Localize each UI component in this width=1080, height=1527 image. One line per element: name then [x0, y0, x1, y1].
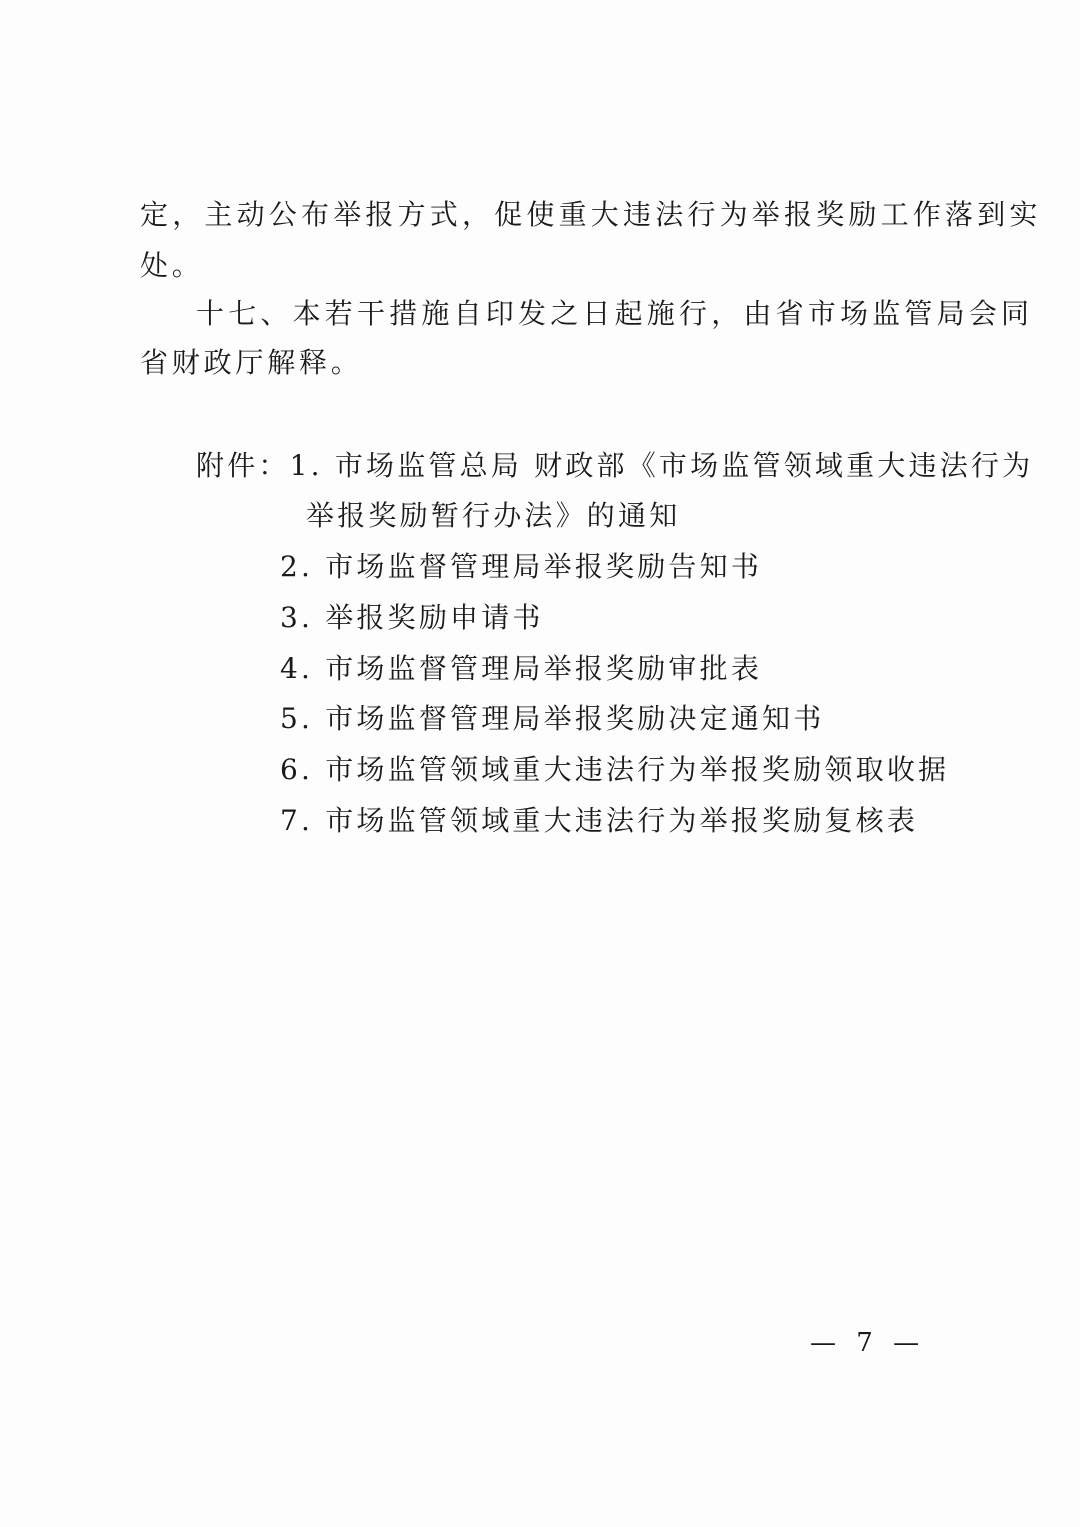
paragraph-line: 处。 — [140, 249, 204, 282]
attachment-item-continuation: 举报奖励暂行办法》的通知 — [306, 499, 681, 532]
attachment-item: 4. 市场监督管理局举报奖励审批表 — [280, 652, 763, 685]
paragraph-line: 十七、本若干措施自印发之日起施行，由省市场监管局会同 — [196, 297, 1034, 330]
attachment-label: 附件： — [196, 449, 290, 482]
attachment-item: 2. 市场监督管理局举报奖励告知书 — [280, 550, 763, 583]
attachment-item: 7. 市场监管领域重大违法行为举报奖励复核表 — [280, 804, 919, 837]
attachment-item: 3. 举报奖励申请书 — [280, 601, 544, 634]
paragraph-line: 省财政厅解释。 — [140, 346, 363, 379]
attachment-item — [196, 446, 1033, 486]
paragraph-line: 定，主动公布举报方式，促使重大违法行为举报奖励工作落到实 — [140, 198, 1042, 231]
page-number: — 7 — — [810, 1328, 926, 1358]
attachment-item: 5. 市场监督管理局举报奖励决定通知书 — [280, 702, 825, 735]
attachment-item-text: 1. 市场监管总局 财政部《市场监管领域重大违法行为 — [289, 449, 1034, 482]
attachment-item: 6. 市场监管领域重大违法行为举报奖励领取收据 — [280, 753, 950, 786]
